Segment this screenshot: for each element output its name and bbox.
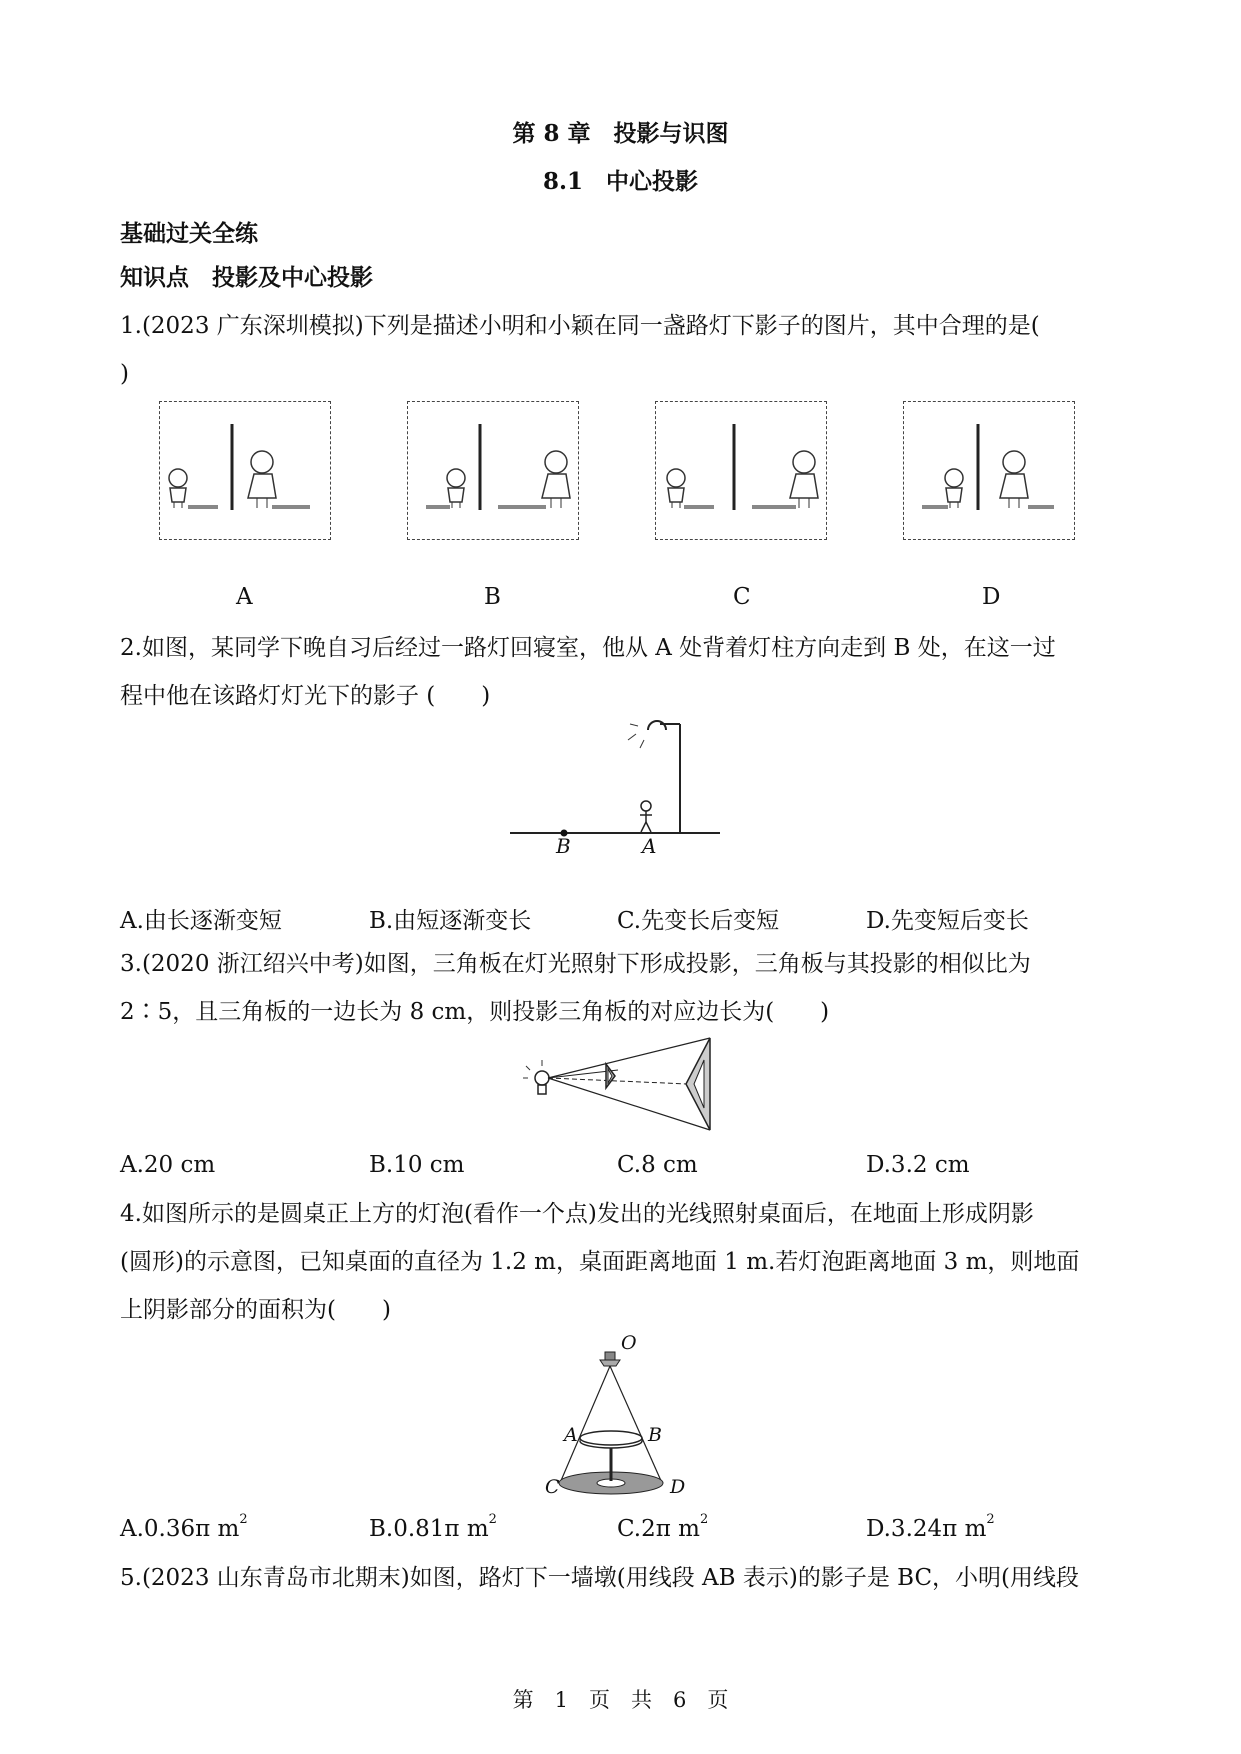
q4-option-d: D.3.24π $m^2$ — [866, 1512, 995, 1542]
q2-text-cont: 程中他在该路灯灯光下的影子 ( ) — [120, 683, 491, 709]
q1-figure-b — [407, 401, 579, 540]
q4-option-a: A.0.36π $m^2$ — [120, 1512, 248, 1542]
q1-text: 1.(2023 广东深圳模拟)下列是描述小明和小颖在同一盏路灯下影子的图片，其中合理的是( — [120, 313, 1040, 339]
q2-option-b: B.由短逐渐变长 — [369, 908, 532, 934]
q4-label-b: B — [648, 1424, 662, 1446]
knowledge-point-label: 知识点 投影及中心投影 — [120, 264, 373, 291]
q1-option-c: C — [733, 584, 751, 610]
q4-label-d: D — [670, 1476, 686, 1498]
q1-option-b: B — [484, 584, 501, 610]
q4-label-c: C — [545, 1476, 560, 1498]
q4-text: 4.如图所示的是圆桌正上方的灯泡(看作一个点)发出的光线照射桌面后，在地面上形成阴影 — [120, 1201, 1034, 1227]
q4-label-o: O — [621, 1332, 637, 1354]
q3-option-d: D.3.2 cm — [866, 1152, 970, 1178]
practice-label: 基础过关全练 — [120, 220, 258, 247]
q3-text: 3.(2020 浙江绍兴中考)如图，三角板在灯光照射下形成投影，三角板与其投影的相似比为 — [120, 951, 1031, 977]
q5-text: 5.(2023 山东青岛市北期末)如图，路灯下一墙墩(用线段 AB 表示)的影子是 BC，小明(用线段 — [120, 1565, 1080, 1591]
q2-text: 2.如图，某同学下晚自习后经过一路灯回寝室，他从 A 处背着灯柱方向走到 B 处，在这一过 — [120, 635, 1056, 661]
q1-figure-d — [903, 401, 1075, 540]
q3-triangle-projection-figure — [518, 1034, 718, 1134]
q2-label-a: A — [642, 834, 657, 858]
q1-figure-a — [159, 401, 331, 540]
q3-option-c: C.8 cm — [617, 1152, 698, 1178]
q1-figure-c — [655, 401, 827, 540]
q2-streetlight-figure — [510, 718, 725, 868]
chapter-title: 第 8 章 投影与识图 — [512, 120, 729, 147]
q3-option-b: B.10 cm — [369, 1152, 465, 1178]
q2-label-b: B — [556, 834, 571, 858]
page-footer: 第 1 页 共 6 页 — [512, 1688, 729, 1712]
q2-option-d: D.先变短后变长 — [866, 908, 1029, 934]
q1-option-a: A — [236, 584, 253, 610]
q3-option-a: A.20 cm — [120, 1152, 216, 1178]
q4-text-cont: (圆形)的示意图，已知桌面的直径为 1.2 m，桌面距离地面 1 m.若灯泡距离地面 3 m，则地面 — [120, 1249, 1080, 1275]
q3-text-cont: 2∶5，且三角板的一边长为 8 cm，则投影三角板的对应边长为( ) — [120, 999, 830, 1025]
q4-label-a: A — [564, 1424, 578, 1446]
q4-round-table-figure — [540, 1338, 700, 1498]
q1-option-d: D — [982, 584, 1001, 610]
q2-option-a: A.由长逐渐变短 — [120, 908, 282, 934]
q4-option-c: C.2π $m^2$ — [617, 1512, 709, 1542]
q4-option-b: B.0.81π $m^2$ — [369, 1512, 497, 1542]
q4-text-cont2: 上阴影部分的面积为( ) — [120, 1297, 391, 1323]
q2-option-c: C.先变长后变短 — [617, 908, 780, 934]
q1-text-cont: ) — [120, 361, 129, 387]
section-title: 8.1 中心投影 — [542, 168, 698, 195]
